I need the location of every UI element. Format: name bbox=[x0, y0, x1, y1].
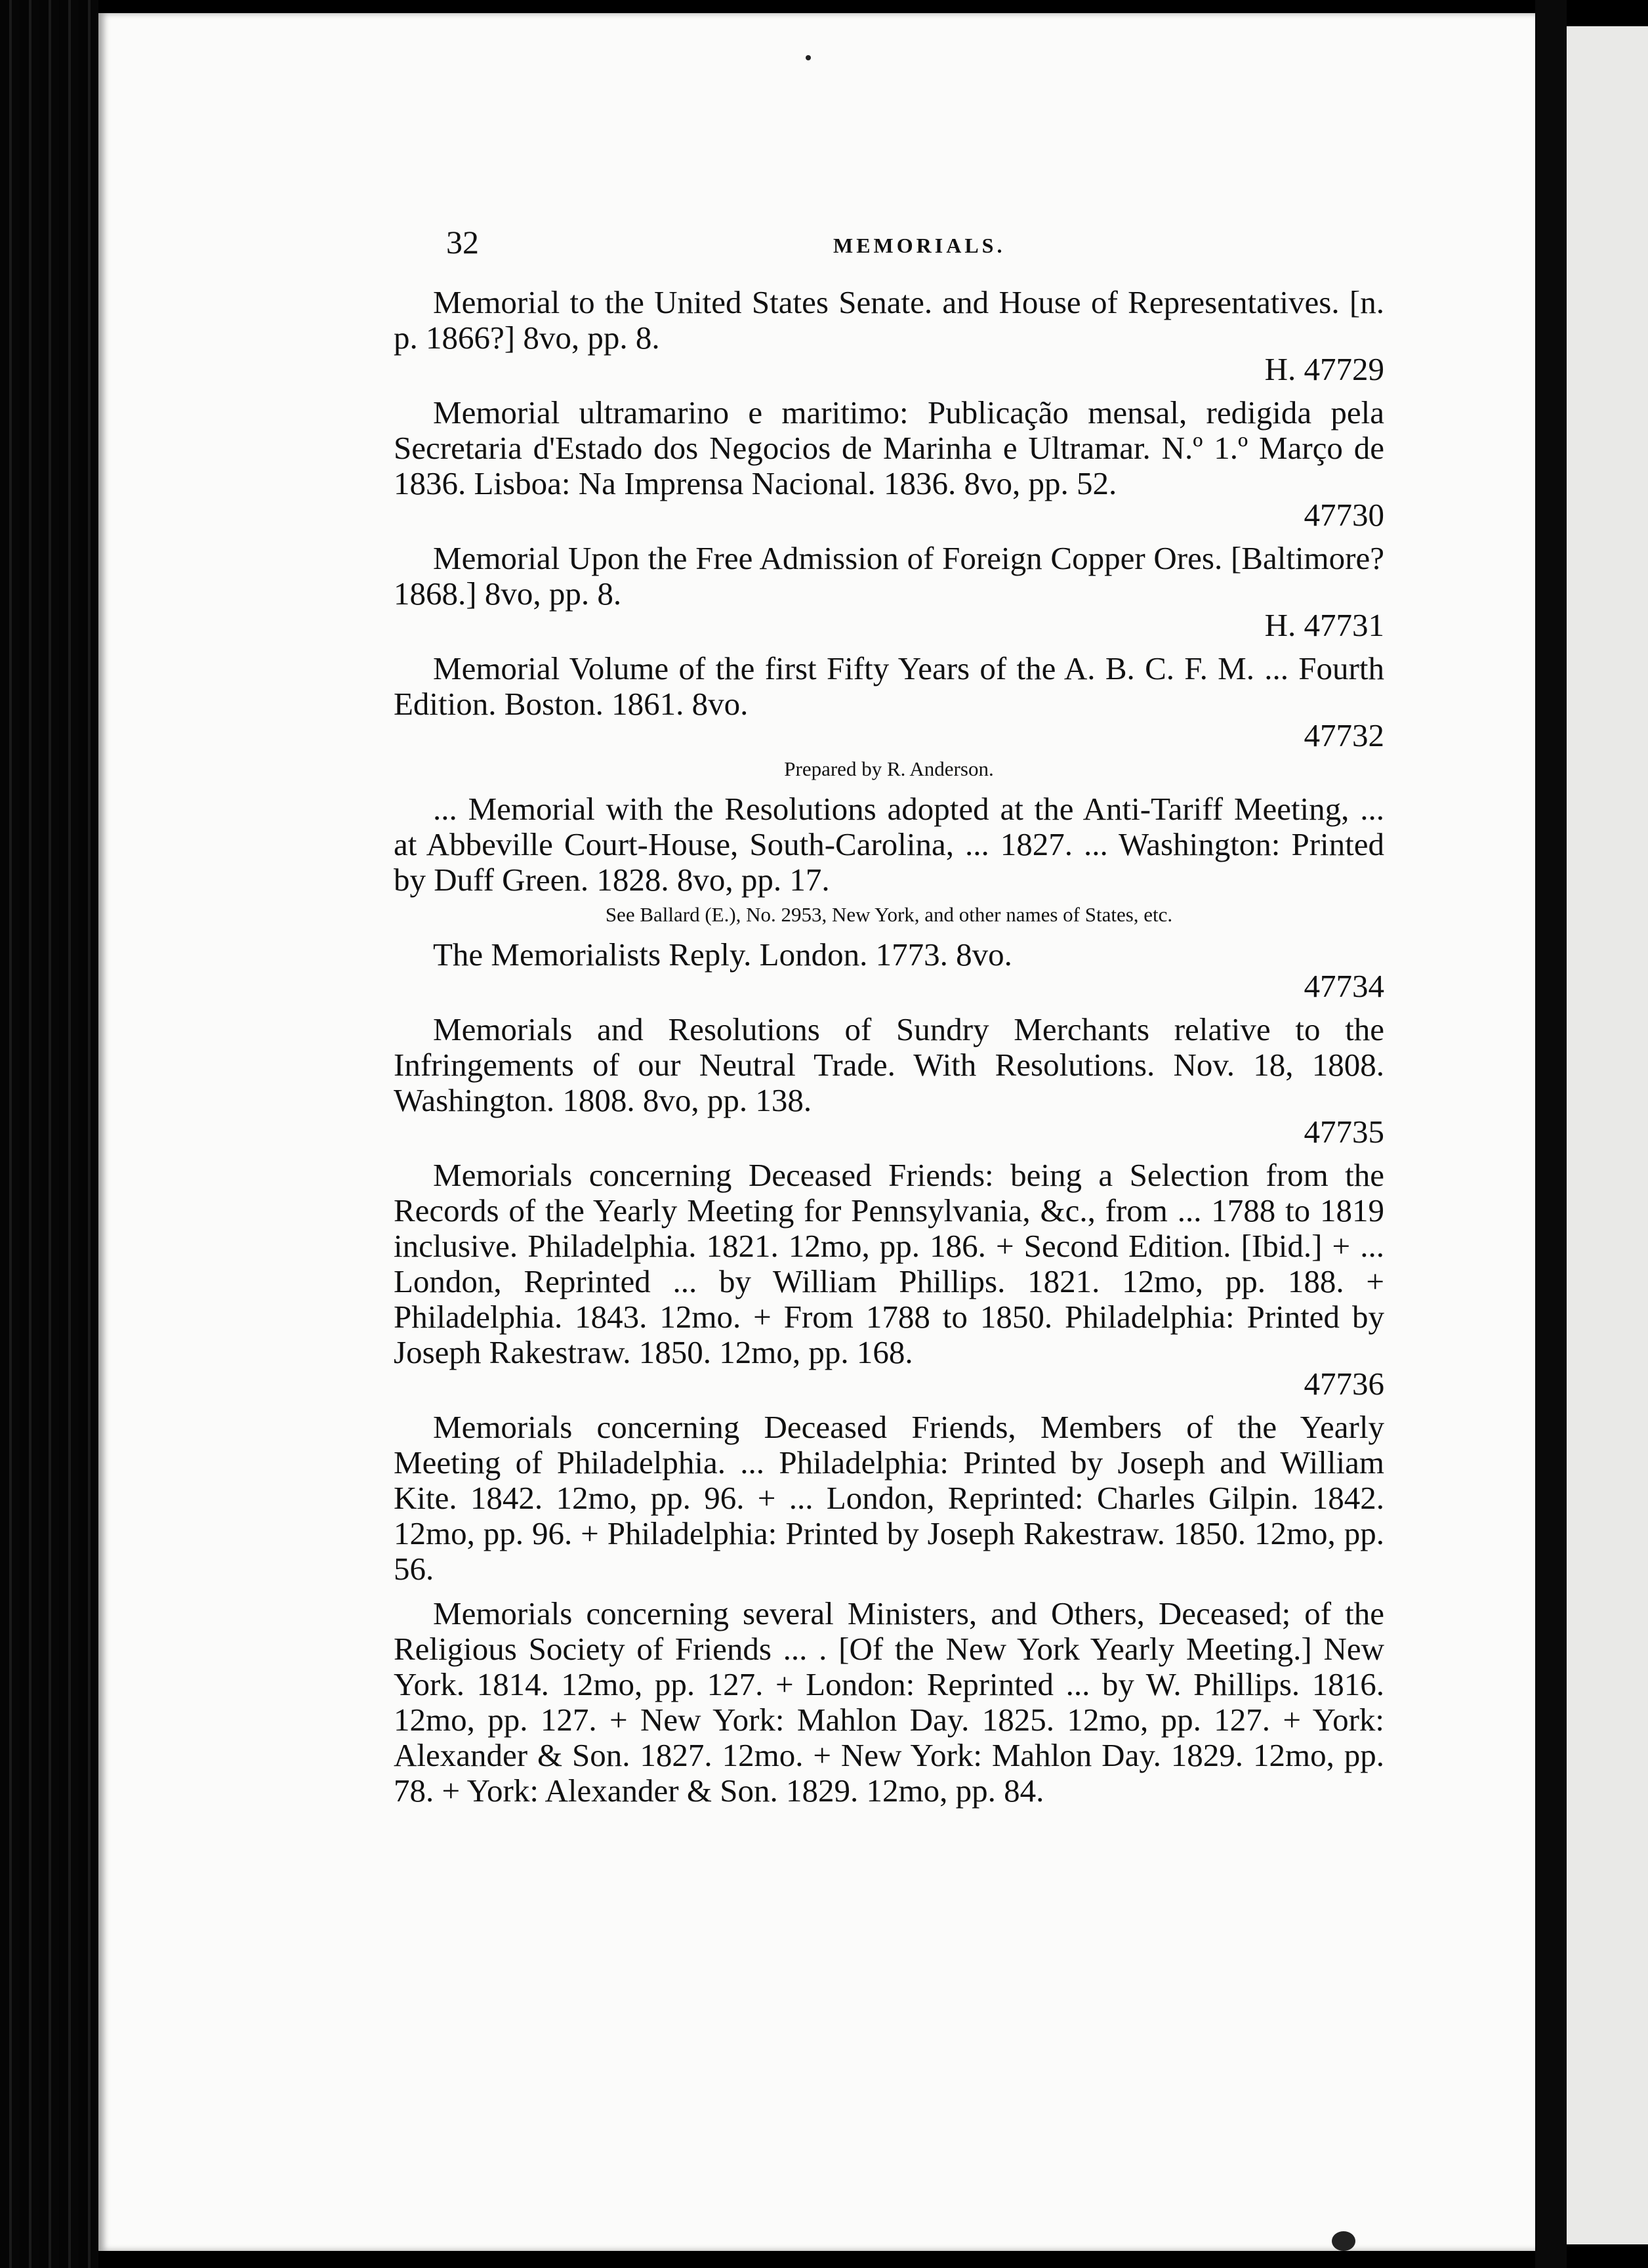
page-number: 32 bbox=[446, 224, 479, 261]
page-gutter bbox=[1535, 0, 1567, 2268]
entry-number: 47736 bbox=[1304, 1366, 1384, 1402]
entry-text: Memorials concerning Deceased Friends: being a Selection from the Records of the Yearly Meeting for Pennsylvania, &c., from ... 1788 to 1819 inclusive. Philadelphia. 1821. 12mo, pp. 186. + Second Edition. [Ibid.] + ... London, Reprinted ... by William Phillips. 1821. 12mo, pp. 188. + Philadelphia. 1843. 12mo. + From 1788 to 1850. Philadelphia: Printed by Joseph Rakestraw. 1850. 12mo, pp. 168. bbox=[394, 1157, 1384, 1370]
entry-text: Memorial ultramarino e maritimo: Publicação mensal, redigida pela Secretaria d'Estado dos Negocios de Marinha e Ultramar. N.º 1.º Março de 1836. Lisboa: Na Imprensa Nacional. 1836. 8vo, pp. 52. bbox=[394, 394, 1384, 501]
entry-number: 47730 bbox=[1304, 497, 1384, 533]
entry-text: Memorials and Resolutions of Sundry Merchants relative to the Infringements of our Neutral Trade. With Resolutions. Nov. 18, 1808. Washington. 1808. 8vo, pp. 138. bbox=[394, 1011, 1384, 1118]
catalog-entry bbox=[394, 541, 1384, 642]
entry-number: 47734 bbox=[1304, 968, 1384, 1004]
entry-note: See Ballard (E.), No. 2953, New York, and other names of States, etc. bbox=[605, 903, 1173, 926]
catalog-entry bbox=[394, 791, 1384, 928]
catalog-entry bbox=[394, 651, 1384, 782]
entry-text: Memorials concerning several Ministers, and Others, Deceased; of the Religious Society of Friends ... . [Of the New York Yearly Meeting.] New York. 1814. 12mo, pp. 127. + London: Reprinted ... by W. Phillips. 1816. 12mo, pp. 127. + New York: Mahlon Day. 1825. 12mo, pp. 127. + York: Alexander & Son. 1827. 12mo. + New York: Mahlon Day. 1829. 12mo, pp. 78. + York: Alexander & Son. 1829. 12mo, pp. 84. bbox=[394, 1595, 1384, 1809]
entry-number: H. 47729 bbox=[1264, 351, 1384, 387]
entry-text: The Memorialists Reply. London. 1773. 8vo. bbox=[433, 936, 1012, 973]
catalog-entry bbox=[394, 395, 1384, 532]
entry-text: Memorial Volume of the first Fifty Years of the A. B. C. F. M. ... Fourth Edition. Boston. 1861. 8vo. bbox=[394, 650, 1384, 722]
running-head: MEMORIALS. bbox=[833, 234, 1006, 257]
entry-text: Memorial Upon the Free Admission of Foreign Copper Ores. [Baltimore? 1868.] 8vo, pp. 8. bbox=[394, 540, 1384, 612]
catalog-entry bbox=[394, 1596, 1384, 1809]
entry-text: Memorials concerning Deceased Friends, Members of the Yearly Meeting of Philadelphia. ... Philadelphia: Printed by Joseph and William Kite. 1842. 12mo, pp. 96. + ... London, Reprinted: Charles Gilpin. 1842. 12mo, pp. 96. + Philadelphia: Printed by Joseph Rakestraw. 1850. 12mo, pp. 56. bbox=[394, 1409, 1384, 1587]
entry-note: Prepared by R. Anderson. bbox=[784, 757, 994, 780]
catalog-entry bbox=[394, 1410, 1384, 1587]
scan-speck bbox=[806, 55, 811, 60]
book-binding-edge bbox=[0, 0, 98, 2268]
catalog-entry bbox=[394, 1158, 1384, 1400]
catalog-entry bbox=[394, 1012, 1384, 1148]
entry-number: 47732 bbox=[1304, 717, 1384, 753]
entry-number: H. 47731 bbox=[1264, 607, 1384, 643]
entry-text: ... Memorial with the Resolutions adopted at the Anti-Tariff Meeting, ... at Abbeville Court-House, South-Carolina, ... 1827. ... Washington: Printed by Duff Green. 1828. 8vo, pp. 17. bbox=[394, 791, 1384, 898]
catalog-entry bbox=[394, 937, 1384, 1003]
adjacent-page-edge bbox=[1567, 26, 1648, 2244]
catalog-entry bbox=[394, 285, 1384, 386]
entry-number: 47735 bbox=[1304, 1114, 1384, 1150]
scan-blot bbox=[1332, 2231, 1355, 2251]
page-content bbox=[394, 210, 1384, 1809]
entry-text: Memorial to the United States Senate. and House of Representatives. [n. p. 1866?] 8vo, pp. 8. bbox=[394, 284, 1384, 356]
page-header bbox=[394, 210, 1384, 276]
